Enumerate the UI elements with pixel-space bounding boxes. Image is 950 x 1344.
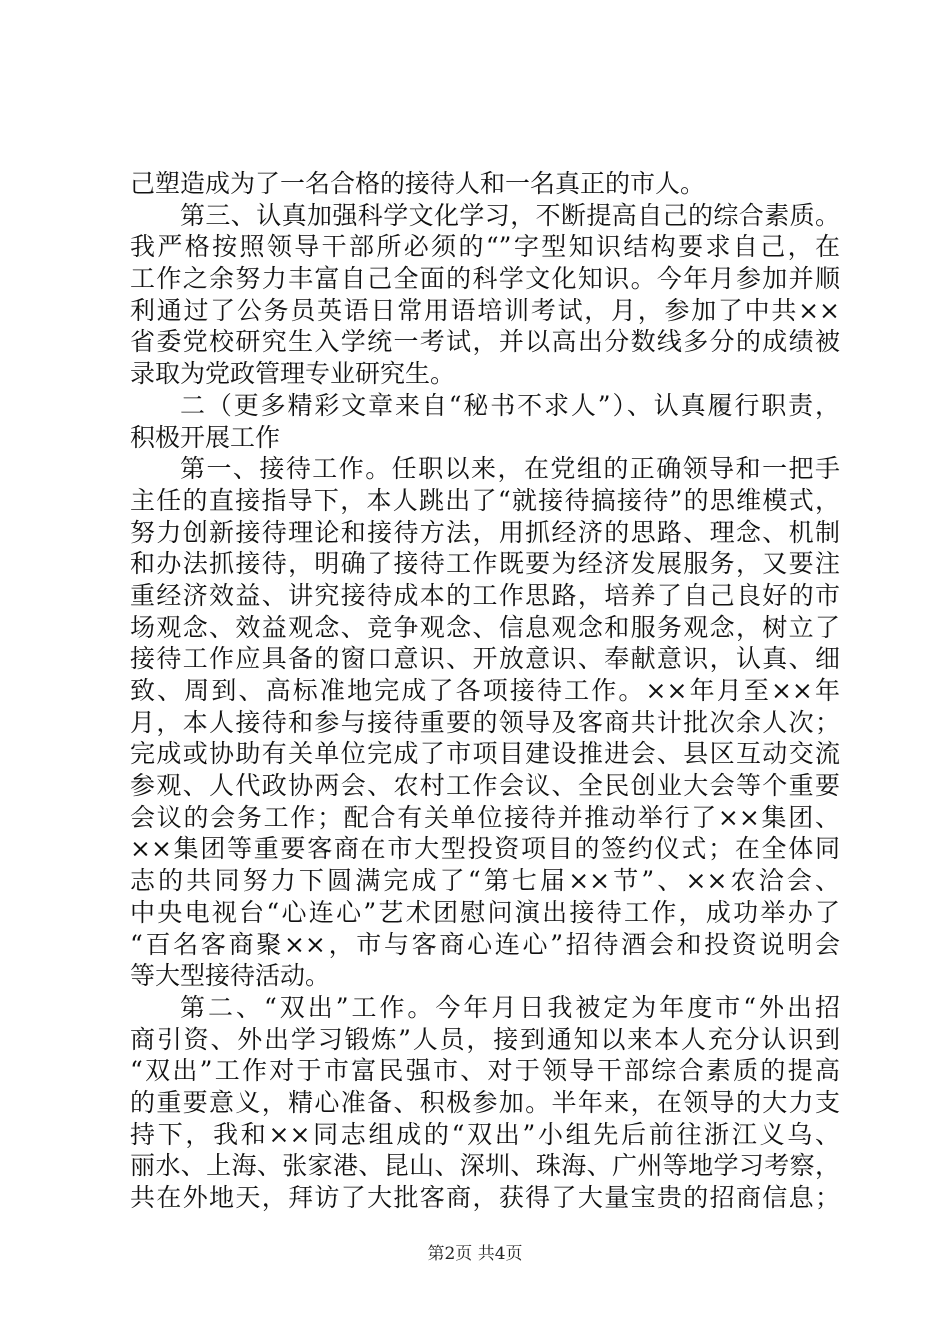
page-number-label: 第2页 共4页 bbox=[427, 1244, 523, 1264]
text-line: 第三、认真加强科学文化学习，不断提高自己的综合素质。 bbox=[180, 200, 840, 230]
text-line: 和办法抓接待，明确了接待工作既要为经济发展服务，又要注 bbox=[130, 549, 840, 579]
text-line: 商引资、外出学习锻炼”人员，接到通知以来本人充分认识到 bbox=[130, 1024, 840, 1054]
text-line: 我严格按照领导干部所必须的“”字型知识结构要求自己，在 bbox=[130, 232, 840, 262]
document-body bbox=[130, 168, 840, 1214]
text-line: 志的共同努力下圆满完成了“第七届××节”、××农洽会、 bbox=[130, 866, 840, 896]
text-line: 接待工作应具备的窗口意识、开放意识、奉献意识，认真、细 bbox=[130, 644, 840, 674]
text-line: 省委党校研究生入学统一考试，并以高出分数线多分的成绩被 bbox=[130, 327, 840, 357]
text-line: 共在外地天，拜访了大批客商，获得了大量宝贵的招商信息； bbox=[130, 1183, 840, 1212]
text-line: 第一、接待工作。任职以来，在党组的正确领导和一把手 bbox=[180, 454, 840, 484]
text-line: 努力创新接待理论和接待方法，用抓经济的思路、理念、机制 bbox=[130, 517, 840, 547]
text-line: 工作之余努力丰富自己全面的科学文化知识。今年月参加并顺 bbox=[130, 264, 840, 294]
text-line: 己塑造成为了一名合格的接待人和一名真正的市人。 bbox=[130, 169, 706, 198]
text-line: “双出”工作对于市富民强市、对于领导干部综合素质的提高 bbox=[130, 1056, 840, 1086]
text-line: 场观念、效益观念、竞争观念、信息观念和服务观念，树立了 bbox=[130, 612, 840, 642]
text-line: 第二、“双出”工作。今年月日我被定为年度市“外出招 bbox=[180, 992, 840, 1022]
text-line: 完成或协助有关单位完成了市项目建设推进会、县区互动交流 bbox=[130, 739, 840, 769]
page-footer bbox=[0, 1243, 950, 1265]
text-line: 参观、人代政协两会、农村工作会议、全民创业大会等个重要 bbox=[130, 771, 840, 801]
text-line: 会议的会务工作；配合有关单位接待并推动举行了××集团、 bbox=[130, 802, 840, 832]
section-heading-line: 二（更多精彩文章来自“秘书不求人”）、认真履行职责， bbox=[180, 390, 840, 420]
text-line: ××集团等重要客商在市大型投资项目的签约仪式；在全体同 bbox=[130, 834, 840, 864]
text-line: 等大型接待活动。 bbox=[130, 961, 331, 991]
text-line: 重经济效益、讲究接待成本的工作思路，培养了自己良好的市 bbox=[130, 580, 840, 610]
text-line: 月，本人接待和参与接待重要的领导及客商共计批次余人次； bbox=[130, 707, 840, 737]
text-line: 的重要意义，精心准备、积极参加。半年来，在领导的大力支 bbox=[130, 1087, 840, 1117]
text-line: 主任的直接指导下，本人跳出了“就接待搞接待”的思维模式， bbox=[130, 485, 840, 515]
text-line: “百名客商聚××，市与客商心连心”招待酒会和投资说明会 bbox=[130, 929, 840, 959]
section-heading-line: 积极开展工作 bbox=[130, 422, 281, 452]
text-line: 利通过了公务员英语日常用语培训考试，月，参加了中共×× bbox=[130, 295, 840, 325]
text-line: 持下，我和××同志组成的“双出”小组先后前往浙江义乌、 bbox=[130, 1119, 840, 1149]
text-line: 致、周到、高标准地完成了各项接待工作。××年月至××年 bbox=[130, 676, 840, 705]
text-line: 丽水、上海、张家港、昆山、深圳、珠海、广州等地学习考察， bbox=[130, 1151, 840, 1181]
text-line: 录取为党政管理专业研究生。 bbox=[130, 359, 456, 389]
text-line: 中央电视台“心连心”艺术团慰问演出接待工作，成功举办了 bbox=[130, 897, 840, 927]
